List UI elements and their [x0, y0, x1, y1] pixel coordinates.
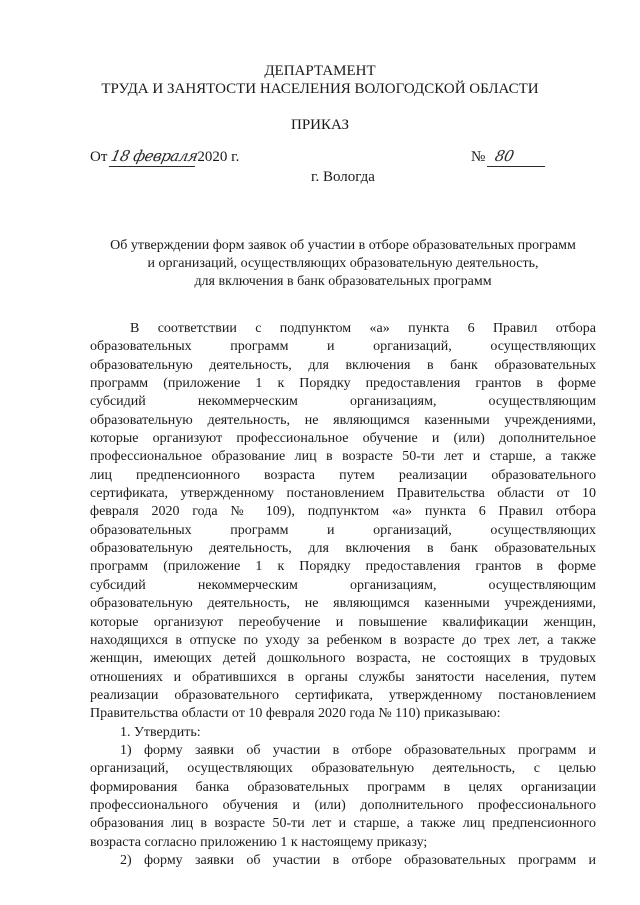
- body-line: субсидий некоммерческим организациям, осуществляющим: [90, 577, 596, 593]
- body-line: февраля 2020 года № 109), подпунктом «а» пункта 6 Правил отбора: [90, 504, 596, 520]
- body-line: образовательных программ и организаций, осуществляющих: [90, 339, 596, 355]
- department-title-line2: ТРУДА И ЗАНЯТОСТИ НАСЕЛЕНИЯ ВОЛОГОДСКОЙ ОБЛАСТИ: [101, 81, 539, 97]
- city-name: г. Вологда: [311, 169, 375, 185]
- body-line: субсидий некоммерческим организациям, осуществляющим: [90, 394, 596, 410]
- body-line: Правительства области от 10 февраля 2020 года № 110) приказываю:: [90, 706, 501, 722]
- body-line: организаций, осуществляющих образовательную деятельность, с целью: [90, 761, 596, 777]
- body-line: образовательную деятельность, для включения в банк образовательных: [90, 357, 596, 373]
- order-date: [90, 147, 239, 167]
- date-suffix: 2020 г.: [197, 149, 240, 165]
- body-line: 2) форму заявки об участии в отборе образовательных программ и: [120, 852, 596, 868]
- handwritten-date: 18 февраля: [109, 147, 200, 165]
- department-title-line1: ДЕПАРТАМЕНТ: [264, 63, 376, 79]
- body-line: лиц предпенсионного возраста путем реализации образовательного: [90, 467, 596, 483]
- body-line: В соответствии с подпунктом «а» пункта 6 Правил отбора: [130, 321, 596, 336]
- body-line: формирования банка образовательных программ в целях организации: [90, 779, 596, 795]
- order-body: [90, 320, 596, 870]
- body-line: образовательную деятельность, для включения в банк образовательных: [90, 541, 596, 557]
- body-line: образовательных программ и организаций, осуществляющих: [90, 522, 596, 538]
- document-type: ПРИКАЗ: [291, 117, 349, 133]
- body-line: женщин, имеющих детей дошкольного возраста, не состоящих в трудовых: [90, 651, 596, 667]
- body-line: 1. Утвердить:: [120, 724, 201, 740]
- body-line: профессиональное образование лиц в возрасте 50-ти лет и старше, а также: [90, 449, 596, 465]
- subject-line: и организаций, осуществляющих образовательную деятельность,: [147, 256, 539, 271]
- body-line: образовательную деятельность, не являющимся казенными учреждениями,: [90, 596, 596, 612]
- handwritten-number: 80: [487, 147, 549, 167]
- body-line: возраста согласно приложению 1 к настоящему приказу;: [90, 834, 428, 850]
- body-line: отношениях и обратившихся в органы службы занятости населения, путем: [90, 669, 596, 685]
- body-line: сертификата, утвержденному постановлением Правительства области от 10: [90, 486, 596, 502]
- body-line: образовательную деятельность, не являющимся казенными учреждениями,: [90, 412, 596, 428]
- order-number: [471, 147, 547, 167]
- body-line: программ (приложение 1 к Порядку предоставления грантов в форме: [90, 376, 596, 392]
- body-line: реализации образовательного сертификата, утвержденному постановлением: [90, 687, 596, 703]
- body-line: которые организуют переобучение и повышение квалификации женщин,: [90, 614, 596, 630]
- subject-line: Об утверждении форм заявок об участии в отборе образовательных программ: [110, 238, 576, 253]
- date-prefix: От: [90, 149, 108, 165]
- body-line: находящихся в отпуске по уходу за ребенком в возрасте до трех лет, а также: [90, 632, 596, 648]
- order-subject: [90, 237, 596, 291]
- body-line: профессионального обучения и (или) дополнительного профессионального: [90, 797, 596, 813]
- body-line: 1) форму заявки об участии в отборе образовательных программ и: [120, 742, 596, 758]
- body-line: программ (приложение 1 к Порядку предоставления грантов в форме: [90, 559, 596, 575]
- body-line: которые организуют профессиональное обучение и (или) дополнительное: [90, 431, 596, 447]
- subject-line: для включения в банк образовательных программ: [194, 274, 492, 289]
- body-line: образования лиц в возрасте 50-ти лет и старше, а также лиц предпенсионного: [90, 816, 596, 832]
- number-prefix: №: [471, 149, 486, 165]
